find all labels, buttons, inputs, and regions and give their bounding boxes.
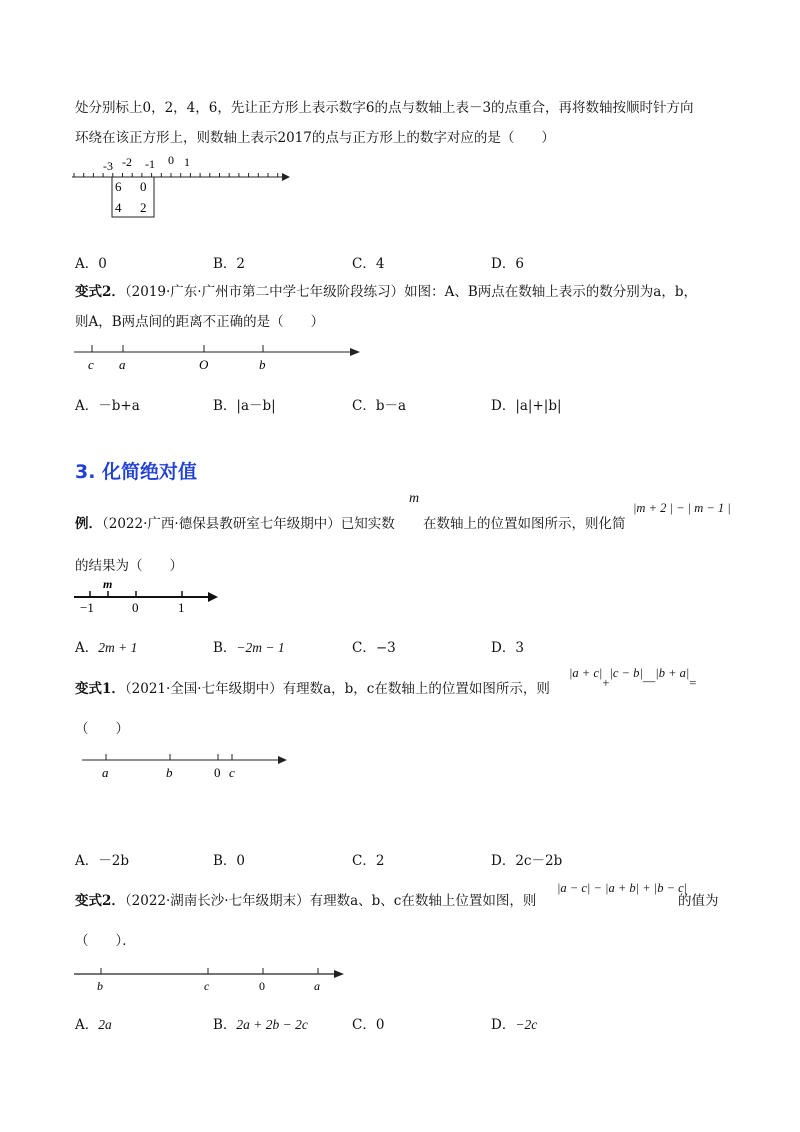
axis-label: a — [102, 765, 109, 780]
point-label-m: m — [103, 577, 113, 591]
option-math: −2m − 1 — [236, 640, 285, 655]
option-d — [491, 636, 524, 656]
question-label: 变式1． — [75, 681, 125, 697]
axis-label: c — [88, 357, 94, 372]
axis-label: 0 — [132, 600, 139, 615]
square-number: 2 — [140, 200, 147, 215]
axis-label: a — [119, 357, 126, 372]
expr-operator: + — [602, 676, 610, 690]
question-text: （2021·全国·七年级期中）有理数a，b，c在数轴上的位置如图所示，则 — [124, 681, 550, 697]
question-stem — [75, 514, 395, 534]
option-letter: C． — [352, 640, 376, 656]
option-b: B．0 — [213, 853, 246, 869]
option-letter: B． — [213, 1017, 237, 1033]
axis-label: -1 — [145, 157, 155, 171]
expr-term: |a + c| — [569, 666, 603, 680]
axis-arrow — [278, 756, 287, 764]
absolute-value-expression: |m + 2 | − | m − 1 | — [633, 501, 731, 515]
question-text: 的值为 — [678, 893, 719, 909]
square-number: 4 — [115, 200, 122, 215]
option-c: C．4 — [352, 256, 385, 272]
number-line-square-figure — [70, 150, 300, 222]
absolute-value-expression: |a − c| − |a + b| + |b − c| — [557, 881, 688, 895]
axis-arrow — [282, 173, 290, 181]
expr-operator: = — [689, 676, 697, 690]
option-letter: D． — [491, 1017, 516, 1033]
option-b — [213, 1013, 308, 1033]
question-stem — [75, 679, 550, 699]
option-letter: B． — [213, 640, 237, 656]
variable-m: m — [409, 491, 420, 506]
option-c: C．b－a — [352, 398, 407, 414]
question-text-line: 的结果为（ ） — [75, 558, 183, 574]
option-math: −3 — [375, 640, 396, 656]
option-c: C．2 — [352, 853, 385, 869]
axis-label: b — [97, 979, 103, 993]
axis-label: 0 — [168, 153, 174, 167]
axis-label: 1 — [184, 155, 190, 169]
question-label: 变式2． — [75, 893, 125, 909]
number-line-figure — [72, 962, 352, 998]
question-stem — [75, 282, 697, 302]
option-a: A．－b+a — [75, 398, 140, 414]
axis-arrow — [334, 970, 344, 978]
option-math: 2m + 1 — [98, 640, 138, 655]
question-text-line: （ ）． — [75, 933, 136, 949]
option-a — [75, 636, 137, 656]
option-letter: A． — [75, 1017, 99, 1033]
number-line-figure — [80, 748, 300, 788]
axis-label: 0 — [259, 979, 265, 993]
axis-arrow — [208, 592, 218, 602]
axis-label: 0 — [214, 765, 221, 780]
axis-label: a — [314, 979, 320, 993]
option-a — [75, 1013, 112, 1033]
expr-operator: — — [642, 674, 656, 688]
axis-label: b — [166, 765, 173, 780]
axis-label: c — [204, 979, 210, 993]
question-stem — [75, 891, 536, 911]
option-math: 3 — [515, 640, 524, 656]
question-text-line: 处分别标上0，2，4，6，先让正方形上表示数字6的点与数轴上表－3的点重合，再将数轴按顺时针方向 — [75, 100, 694, 116]
axis-arrow — [350, 348, 360, 356]
question-text: （2022·广西·德保县教研室七年级期中）已知实数 — [102, 516, 395, 532]
square-number: 6 — [115, 179, 122, 194]
section-title: 3. 化简绝对值 — [75, 461, 198, 483]
option-c: C．0 — [352, 1017, 385, 1033]
absolute-value-expression — [569, 666, 697, 690]
question-label: 例． — [75, 516, 102, 532]
expr-term: |c − b| — [609, 666, 643, 680]
number-line-figure — [70, 336, 370, 376]
option-d: D．6 — [491, 256, 524, 272]
axis-label: -3 — [103, 159, 113, 173]
axis-label: -2 — [122, 155, 132, 169]
option-d: D．2c－2b — [491, 853, 563, 869]
option-b: B．|a－b| — [213, 398, 276, 414]
option-a: A．0 — [75, 256, 107, 272]
square-number: 0 — [140, 179, 147, 194]
question-text-line: 则A，B两点间的距离不正确的是（ ） — [75, 314, 325, 330]
number-line-figure — [70, 575, 230, 615]
option-math: 2a — [98, 1017, 112, 1032]
option-d: D．|a|+|b| — [491, 398, 562, 414]
option-c — [352, 636, 396, 656]
option-b — [213, 636, 285, 656]
question-label: 变式2． — [75, 284, 125, 300]
axis-label: b — [259, 357, 266, 372]
option-letter: D． — [491, 640, 516, 656]
axis-label: O — [199, 357, 209, 372]
expr-term: |b + a| — [655, 666, 690, 680]
question-text: 在数轴上的位置如图所示，则化简 — [423, 516, 626, 532]
option-b: B．2 — [213, 256, 246, 272]
option-d — [491, 1013, 537, 1033]
axis-label: c — [229, 765, 235, 780]
question-text: （2019·广东·广州市第二中学七年级阶段练习）如图：A、B两点在数轴上表示的数分别为a，b， — [124, 284, 697, 300]
question-text-line: 环绕在该正方形上，则数轴上表示2017的点与正方形上的数字对应的是（ ） — [75, 130, 555, 146]
option-a: A．－2b — [75, 853, 129, 869]
question-text: （2022·湖南长沙·七年级期末）有理数a、b、c在数轴上位置如图，则 — [124, 893, 537, 909]
option-math: −2c — [515, 1017, 538, 1032]
option-math: 2a + 2b − 2c — [236, 1017, 308, 1032]
axis-label: −1 — [80, 600, 94, 615]
axis-label: 1 — [178, 600, 185, 615]
option-letter: A． — [75, 640, 99, 656]
question-text-line: （ ） — [75, 721, 129, 737]
